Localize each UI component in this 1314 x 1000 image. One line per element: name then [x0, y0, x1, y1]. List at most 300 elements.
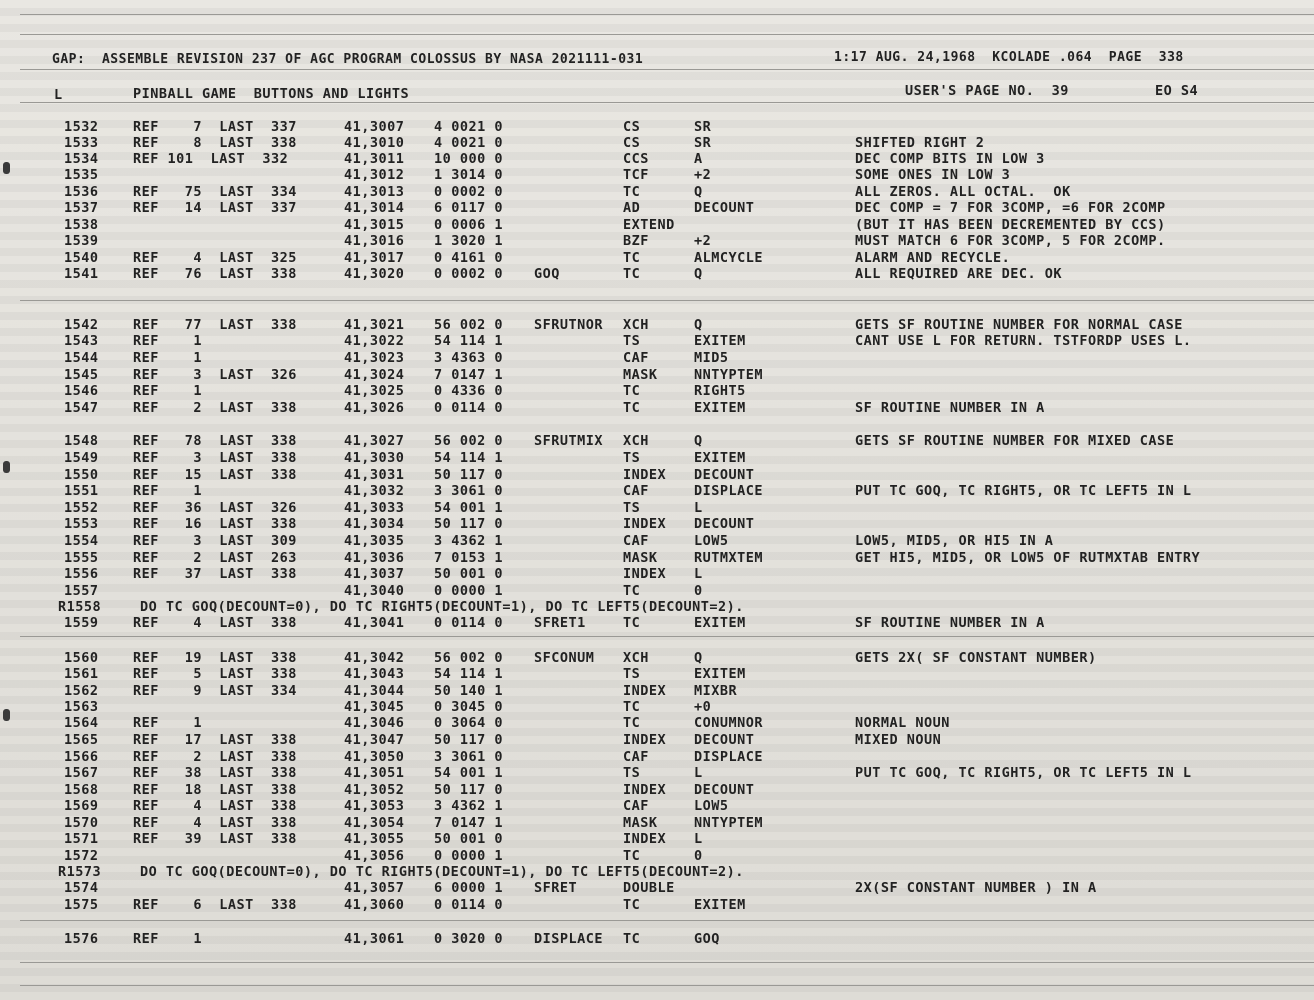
object-code: 0 0000 1 [434, 848, 504, 864]
address: 41,3025 [344, 383, 405, 399]
opcode: INDEX [623, 516, 667, 532]
line-number: 1572 [64, 848, 99, 864]
object-code: 0 0000 1 [434, 583, 504, 599]
comment: (BUT IT HAS BEEN DECREMENTED BY CCS) [855, 217, 1166, 233]
operand: +0 [694, 699, 712, 715]
ref-info: REF 3 LAST 326 [133, 367, 297, 383]
address: 41,3036 [344, 550, 405, 566]
ref-info: REF 7 LAST 337 [133, 119, 297, 135]
ref-info: REF 1 [133, 333, 203, 349]
opcode: DOUBLE [623, 880, 675, 896]
symbol-label: SFCONUM [534, 650, 595, 666]
comment: SF ROUTINE NUMBER IN A [855, 400, 1045, 416]
opcode: CS [623, 135, 641, 151]
line-number: 1545 [64, 367, 99, 383]
line-number: 1547 [64, 400, 99, 416]
address: 41,3027 [344, 433, 405, 449]
comment: LOW5, MID5, OR HI5 IN A [855, 533, 1054, 549]
object-code: 56 002 0 [434, 433, 504, 449]
address: 41,3043 [344, 666, 405, 682]
ref-info: REF 3 LAST 309 [133, 533, 297, 549]
opcode: CAF [623, 798, 649, 814]
opcode: TC [623, 715, 641, 731]
ref-info: REF 17 LAST 338 [133, 732, 297, 748]
punch-mark [3, 461, 10, 473]
ref-info: REF 8 LAST 338 [133, 135, 297, 151]
object-code: 54 001 1 [434, 765, 504, 781]
operand: 0 [694, 583, 703, 599]
address: 41,3031 [344, 467, 405, 483]
object-code: 54 114 1 [434, 450, 504, 466]
opcode: TS [623, 500, 641, 516]
opcode: XCH [623, 650, 649, 666]
eo-code: EO S4 [1155, 83, 1199, 99]
comment: ALL REQUIRED ARE DEC. OK [855, 266, 1063, 282]
ref-info: REF 37 LAST 338 [133, 566, 297, 582]
comment: SHIFTED RIGHT 2 [855, 135, 985, 151]
operand: +2 [694, 233, 712, 249]
ref-info: REF 19 LAST 338 [133, 650, 297, 666]
ref-info: REF 4 LAST 338 [133, 615, 297, 631]
ref-info: REF 16 LAST 338 [133, 516, 297, 532]
object-code: 0 0114 0 [434, 615, 504, 631]
line-number: 1574 [64, 880, 99, 896]
line-number: 1540 [64, 250, 99, 266]
opcode: MASK [623, 367, 658, 383]
comment: CANT USE L FOR RETURN. TSTFORDP USES L. [855, 333, 1192, 349]
opcode: INDEX [623, 566, 667, 582]
opcode: EXTEND [623, 217, 675, 233]
object-code: 0 3020 0 [434, 931, 504, 947]
opcode: TCF [623, 167, 649, 183]
object-code: 1 3020 1 [434, 233, 504, 249]
ref-info: REF 14 LAST 337 [133, 200, 297, 216]
operand: Q [694, 650, 703, 666]
object-code: 0 3064 0 [434, 715, 504, 731]
opcode: TS [623, 765, 641, 781]
line-number: 1533 [64, 135, 99, 151]
operand: GOQ [694, 931, 720, 947]
line-number: 1550 [64, 467, 99, 483]
opcode: TS [623, 333, 641, 349]
operand: ALMCYCLE [694, 250, 764, 266]
operand: MID5 [694, 350, 729, 366]
object-code: 7 0153 1 [434, 550, 504, 566]
line-number: 1568 [64, 782, 99, 798]
object-code: 3 4362 1 [434, 798, 504, 814]
opcode: TC [623, 848, 641, 864]
comment: PUT TC GOQ, TC RIGHT5, OR TC LEFT5 IN L [855, 765, 1192, 781]
header-title: GAP: ASSEMBLE REVISION 237 OF AGC PROGRAM COLOSSUS BY NASA 2021111-031 [52, 52, 644, 67]
users-page-number: USER'S PAGE NO. 39 [905, 83, 1069, 99]
object-code: 0 0114 0 [434, 897, 504, 913]
address: 41,3047 [344, 732, 405, 748]
object-code: 56 002 0 [434, 650, 504, 666]
address: 41,3015 [344, 217, 405, 233]
address: 41,3055 [344, 831, 405, 847]
rule [20, 636, 1314, 637]
line-number: 1562 [64, 683, 99, 699]
symbol-label: SFRUTMIX [534, 433, 604, 449]
address: 41,3056 [344, 848, 405, 864]
operand: LOW5 [694, 533, 729, 549]
symbol-label: SFRET1 [534, 615, 586, 631]
rule [20, 102, 1314, 103]
operand: 0 [694, 848, 703, 864]
opcode: TS [623, 666, 641, 682]
object-code: 0 0006 1 [434, 217, 504, 233]
ref-info: REF 38 LAST 338 [133, 765, 297, 781]
punch-mark [3, 162, 10, 174]
ref-info: REF 1 [133, 715, 203, 731]
opcode: CAF [623, 749, 649, 765]
rule [20, 300, 1314, 301]
operand: Q [694, 433, 703, 449]
object-code: 4 0021 0 [434, 135, 504, 151]
opcode: TC [623, 184, 641, 200]
ref-info: REF 18 LAST 338 [133, 782, 297, 798]
address: 41,3017 [344, 250, 405, 266]
object-code: 6 0000 1 [434, 880, 504, 896]
operand: EXITEM [694, 450, 746, 466]
rule [20, 920, 1314, 921]
operand: LOW5 [694, 798, 729, 814]
address: 41,3023 [344, 350, 405, 366]
opcode: MASK [623, 815, 658, 831]
opcode: TC [623, 383, 641, 399]
rule [20, 69, 1314, 70]
opcode: TC [623, 400, 641, 416]
opcode: BZF [623, 233, 649, 249]
address: 41,3020 [344, 266, 405, 282]
object-code: 54 001 1 [434, 500, 504, 516]
operand: L [694, 500, 703, 516]
symbol-label: GOQ [534, 266, 560, 282]
opcode: TC [623, 699, 641, 715]
operand: NNTYPTEM [694, 367, 764, 383]
address: 41,3042 [344, 650, 405, 666]
object-code: 0 3045 0 [434, 699, 504, 715]
object-code: 50 117 0 [434, 516, 504, 532]
address: 41,3057 [344, 880, 405, 896]
operand: A [694, 151, 703, 167]
opcode: INDEX [623, 467, 667, 483]
ref-info: REF 101 LAST 332 [133, 151, 289, 167]
ref-info: REF 4 LAST 338 [133, 798, 297, 814]
object-code: 50 001 0 [434, 831, 504, 847]
opcode: INDEX [623, 683, 667, 699]
punch-mark [3, 709, 10, 721]
operand: EXITEM [694, 615, 746, 631]
ref-info: REF 75 LAST 334 [133, 184, 297, 200]
operand: L [694, 765, 703, 781]
comment: NORMAL NOUN [855, 715, 950, 731]
object-code: 1 3014 0 [434, 167, 504, 183]
ref-info: REF 78 LAST 338 [133, 433, 297, 449]
address: 41,3044 [344, 683, 405, 699]
address: 41,3045 [344, 699, 405, 715]
operand: DECOUNT [694, 516, 755, 532]
operand: CONUMNOR [694, 715, 764, 731]
comment: MUST MATCH 6 FOR 3COMP, 5 FOR 2COMP. [855, 233, 1166, 249]
line-number: 1576 [64, 931, 99, 947]
address: 41,3037 [344, 566, 405, 582]
operand: DISPLACE [694, 483, 764, 499]
ref-info: REF 39 LAST 338 [133, 831, 297, 847]
line-number: 1542 [64, 317, 99, 333]
operand: RUTMXTEM [694, 550, 764, 566]
line-number: 1544 [64, 350, 99, 366]
line-number: 1556 [64, 566, 99, 582]
header-stamp: 1:17 AUG. 24,1968 KCOLADE .064 PAGE 338 [834, 50, 1184, 65]
line-number: 1539 [64, 233, 99, 249]
line-number: 1565 [64, 732, 99, 748]
operand: L [694, 566, 703, 582]
rule [20, 34, 1314, 35]
address: 41,3016 [344, 233, 405, 249]
object-code: 50 140 1 [434, 683, 504, 699]
comment: GET HI5, MID5, OR LOW5 OF RUTMXTAB ENTRY [855, 550, 1201, 566]
ref-info: REF 2 LAST 338 [133, 400, 297, 416]
opcode: XCH [623, 317, 649, 333]
operand: DISPLACE [694, 749, 764, 765]
operand: MIXBR [694, 683, 738, 699]
line-number: 1569 [64, 798, 99, 814]
comment: SF ROUTINE NUMBER IN A [855, 615, 1045, 631]
object-code: 3 4362 1 [434, 533, 504, 549]
opcode: CAF [623, 483, 649, 499]
comment: ALARM AND RECYCLE. [855, 250, 1011, 266]
address: 41,3061 [344, 931, 405, 947]
opcode: CAF [623, 350, 649, 366]
operand: RIGHT5 [694, 383, 746, 399]
object-code: 50 117 0 [434, 782, 504, 798]
object-code: 0 4336 0 [434, 383, 504, 399]
object-code: 0 0002 0 [434, 266, 504, 282]
ref-info: REF 4 LAST 325 [133, 250, 297, 266]
address: 41,3007 [344, 119, 405, 135]
comment: ALL ZEROS. ALL OCTAL. OK [855, 184, 1071, 200]
operand: EXITEM [694, 333, 746, 349]
remark-text: DO TC GOQ(DECOUNT=0), DO TC RIGHT5(DECOUNT=1), DO TC LEFT5(DECOUNT=2). [140, 599, 744, 615]
opcode: XCH [623, 433, 649, 449]
object-code: 50 001 0 [434, 566, 504, 582]
line-number: 1557 [64, 583, 99, 599]
line-number: 1541 [64, 266, 99, 282]
address: 41,3032 [344, 483, 405, 499]
operand: DECOUNT [694, 732, 755, 748]
address: 41,3052 [344, 782, 405, 798]
ref-info: REF 5 LAST 338 [133, 666, 297, 682]
object-code: 50 117 0 [434, 467, 504, 483]
line-number: 1538 [64, 217, 99, 233]
remark-text: DO TC GOQ(DECOUNT=0), DO TC RIGHT5(DECOUNT=1), DO TC LEFT5(DECOUNT=2). [140, 864, 744, 880]
address: 41,3012 [344, 167, 405, 183]
line-number: 1548 [64, 433, 99, 449]
ref-info: REF 2 LAST 338 [133, 749, 297, 765]
operand: Q [694, 266, 703, 282]
ref-info: REF 76 LAST 338 [133, 266, 297, 282]
address: 41,3033 [344, 500, 405, 516]
symbol-label: SFRET [534, 880, 578, 896]
address: 41,3041 [344, 615, 405, 631]
opcode: INDEX [623, 831, 667, 847]
address: 41,3034 [344, 516, 405, 532]
rule [20, 962, 1314, 963]
line-number: 1549 [64, 450, 99, 466]
opcode: CCS [623, 151, 649, 167]
line-number: 1559 [64, 615, 99, 631]
operand: EXITEM [694, 897, 746, 913]
ref-info: REF 3 LAST 338 [133, 450, 297, 466]
opcode: MASK [623, 550, 658, 566]
object-code: 54 114 1 [434, 666, 504, 682]
address: 41,3060 [344, 897, 405, 913]
operand: Q [694, 317, 703, 333]
address: 41,3026 [344, 400, 405, 416]
address: 41,3035 [344, 533, 405, 549]
operand: SR [694, 119, 712, 135]
ref-info: REF 4 LAST 338 [133, 815, 297, 831]
ref-info: REF 9 LAST 334 [133, 683, 297, 699]
opcode: TC [623, 583, 641, 599]
address: 41,3053 [344, 798, 405, 814]
line-number: 1575 [64, 897, 99, 913]
opcode: TC [623, 250, 641, 266]
ref-info: REF 1 [133, 350, 203, 366]
line-number: 1536 [64, 184, 99, 200]
ref-info: REF 1 [133, 483, 203, 499]
operand: DECOUNT [694, 782, 755, 798]
operand: Q [694, 184, 703, 200]
ref-info: REF 77 LAST 338 [133, 317, 297, 333]
opcode: TC [623, 615, 641, 631]
object-code: 56 002 0 [434, 317, 504, 333]
address: 41,3050 [344, 749, 405, 765]
rule [20, 985, 1314, 986]
ref-info: REF 2 LAST 263 [133, 550, 297, 566]
operand: NNTYPTEM [694, 815, 764, 831]
line-number: 1570 [64, 815, 99, 831]
operand: EXITEM [694, 400, 746, 416]
line-number: 1534 [64, 151, 99, 167]
address: 41,3030 [344, 450, 405, 466]
address: 41,3046 [344, 715, 405, 731]
address: 41,3051 [344, 765, 405, 781]
line-number: 1571 [64, 831, 99, 847]
line-number: 1554 [64, 533, 99, 549]
line-number: 1532 [64, 119, 99, 135]
opcode: TC [623, 266, 641, 282]
operand: L [694, 831, 703, 847]
opcode: INDEX [623, 732, 667, 748]
comment: SOME ONES IN LOW 3 [855, 167, 1011, 183]
operand: DECOUNT [694, 200, 755, 216]
operand: SR [694, 135, 712, 151]
address: 41,3022 [344, 333, 405, 349]
opcode: TS [623, 450, 641, 466]
ref-info: REF 6 LAST 338 [133, 897, 297, 913]
object-code: 3 3061 0 [434, 483, 504, 499]
object-code: 3 4363 0 [434, 350, 504, 366]
rule [20, 14, 1314, 15]
address: 41,3013 [344, 184, 405, 200]
address: 41,3024 [344, 367, 405, 383]
line-number: 1555 [64, 550, 99, 566]
line-number: 1563 [64, 699, 99, 715]
opcode: TC [623, 897, 641, 913]
opcode: AD [623, 200, 641, 216]
comment: GETS 2X( SF CONSTANT NUMBER) [855, 650, 1097, 666]
operand: DECOUNT [694, 467, 755, 483]
opcode: CAF [623, 533, 649, 549]
comment: PUT TC GOQ, TC RIGHT5, OR TC LEFT5 IN L [855, 483, 1192, 499]
line-number: 1560 [64, 650, 99, 666]
operand: +2 [694, 167, 712, 183]
opcode: INDEX [623, 782, 667, 798]
opcode: TC [623, 931, 641, 947]
object-code: 54 114 1 [434, 333, 504, 349]
ref-info: REF 1 [133, 383, 203, 399]
comment: GETS SF ROUTINE NUMBER FOR MIXED CASE [855, 433, 1175, 449]
object-code: 0 4161 0 [434, 250, 504, 266]
header-register: L [54, 87, 63, 103]
ref-info: REF 1 [133, 931, 203, 947]
address: 41,3010 [344, 135, 405, 151]
remark-number: R1573 [58, 864, 102, 880]
line-number: 1564 [64, 715, 99, 731]
line-number: 1561 [64, 666, 99, 682]
line-number: 1543 [64, 333, 99, 349]
comment: DEC COMP = 7 FOR 3COMP, =6 FOR 2COMP [855, 200, 1166, 216]
symbol-label: DISPLACE [534, 931, 604, 947]
line-number: 1551 [64, 483, 99, 499]
comment: 2X(SF CONSTANT NUMBER ) IN A [855, 880, 1097, 896]
operand: EXITEM [694, 666, 746, 682]
remark-number: R1558 [58, 599, 102, 615]
line-number: 1552 [64, 500, 99, 516]
line-number: 1546 [64, 383, 99, 399]
object-code: 3 3061 0 [434, 749, 504, 765]
address: 41,3021 [344, 317, 405, 333]
object-code: 50 117 0 [434, 732, 504, 748]
line-number: 1537 [64, 200, 99, 216]
object-code: 6 0117 0 [434, 200, 504, 216]
line-number: 1535 [64, 167, 99, 183]
object-code: 0 0114 0 [434, 400, 504, 416]
ref-info: REF 15 LAST 338 [133, 467, 297, 483]
object-code: 7 0147 1 [434, 815, 504, 831]
comment: GETS SF ROUTINE NUMBER FOR NORMAL CASE [855, 317, 1183, 333]
line-number: 1553 [64, 516, 99, 532]
object-code: 7 0147 1 [434, 367, 504, 383]
line-number: 1567 [64, 765, 99, 781]
line-number: 1566 [64, 749, 99, 765]
address: 41,3054 [344, 815, 405, 831]
section-title: PINBALL GAME BUTTONS AND LIGHTS [133, 86, 410, 102]
address: 41,3040 [344, 583, 405, 599]
comment: MIXED NOUN [855, 732, 942, 748]
symbol-label: SFRUTNOR [534, 317, 604, 333]
ref-info: REF 36 LAST 326 [133, 500, 297, 516]
opcode: CS [623, 119, 641, 135]
comment: DEC COMP BITS IN LOW 3 [855, 151, 1045, 167]
address: 41,3014 [344, 200, 405, 216]
object-code: 0 0002 0 [434, 184, 504, 200]
object-code: 4 0021 0 [434, 119, 504, 135]
object-code: 10 000 0 [434, 151, 504, 167]
address: 41,3011 [344, 151, 405, 167]
